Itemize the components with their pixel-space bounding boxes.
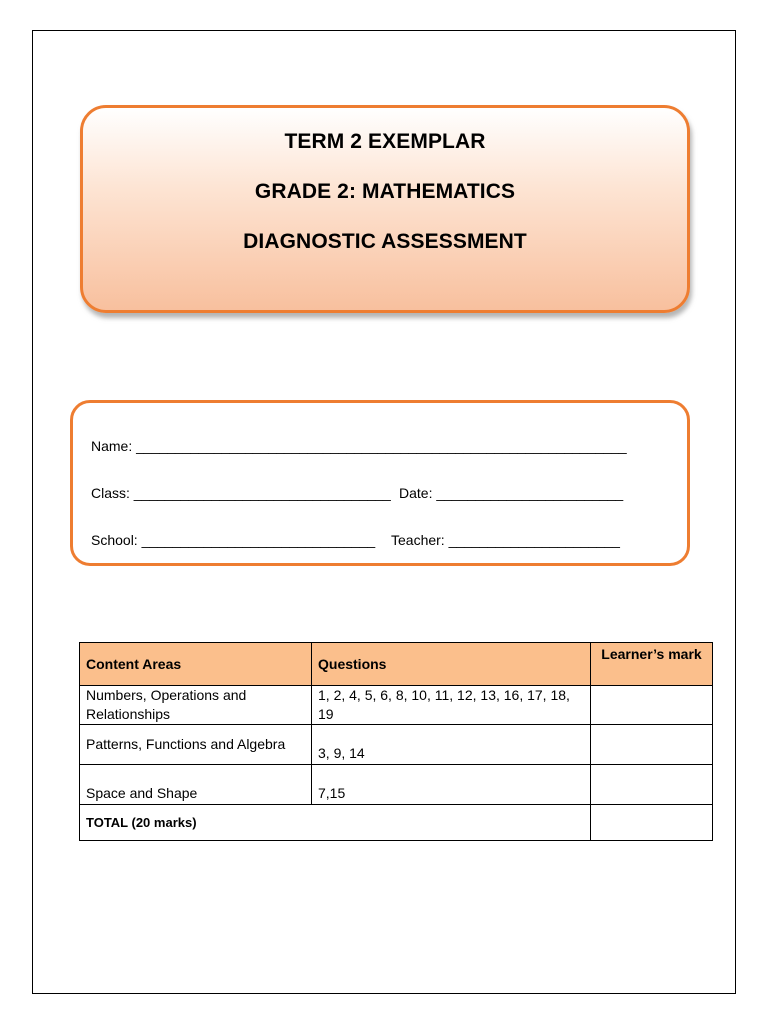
col-header-content-areas: Content Areas <box>80 643 312 686</box>
learner-info-box <box>70 400 690 566</box>
questions-cell: 7,15 <box>312 765 591 805</box>
content-area-cell: Space and Shape <box>80 765 312 805</box>
questions-cell: 1, 2, 4, 5, 6, 8, 10, 11, 12, 13, 16, 17, 18, 19 <box>312 686 591 725</box>
total-row <box>80 805 713 841</box>
school-field[interactable]: School: ______________________________ <box>91 532 376 548</box>
date-field[interactable]: Date: ________________________ <box>399 485 624 501</box>
name-field[interactable]: Name: _______________________________________________________________ <box>91 438 627 454</box>
total-mark-cell[interactable] <box>591 805 713 841</box>
class-field[interactable]: Class: _________________________________ <box>91 485 391 501</box>
assessment-title: DIAGNOSTIC ASSESSMENT <box>243 230 527 253</box>
content-areas-table <box>79 642 713 841</box>
total-label: TOTAL (20 marks) <box>80 805 591 841</box>
term-title: TERM 2 EXEMPLAR <box>284 130 486 153</box>
table-row <box>80 725 713 765</box>
questions-cell: 3, 9, 14 <box>312 725 591 765</box>
content-area-cell: Patterns, Functions and Algebra <box>80 725 312 765</box>
table-row <box>80 765 713 805</box>
grade-subject-title: GRADE 2: MATHEMATICS <box>254 180 516 203</box>
table-header-row <box>80 643 713 686</box>
mark-cell[interactable] <box>591 686 713 725</box>
mark-cell[interactable] <box>591 725 713 765</box>
table-row <box>80 686 713 725</box>
mark-cell[interactable] <box>591 765 713 805</box>
teacher-field[interactable]: Teacher: ______________________ <box>391 532 620 548</box>
content-area-cell: Numbers, Operations and Relationships <box>80 686 312 725</box>
col-header-questions: Questions <box>312 643 591 686</box>
col-header-learners-mark: Learner’s mark <box>591 643 713 686</box>
title-banner <box>80 105 690 313</box>
